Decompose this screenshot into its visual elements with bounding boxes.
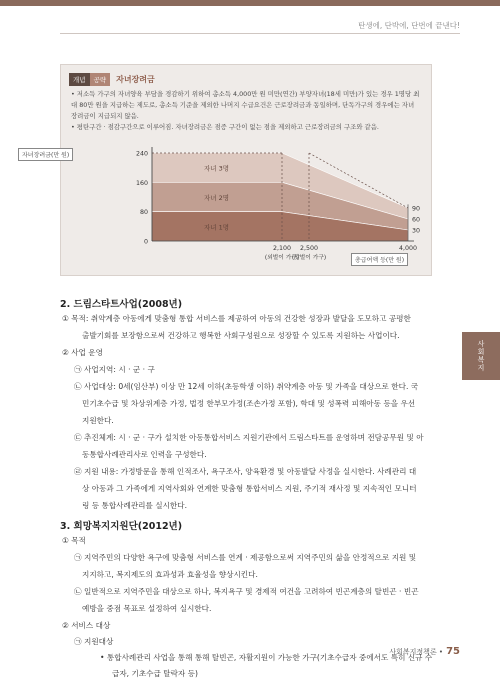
body-line: 링 등 통합사례관리를 실시한다. [82, 501, 188, 510]
body-line: 상 아동과 그 가족에게 지역사회와 연계한 맞춤형 통합서비스 지원, 주기적 재사정 및 지속적인 모니터 [82, 484, 417, 493]
body-line: 출발기회를 보장함으로써 건강하고 행복한 사회구성원으로 성장할 수 있도록 지원하는 사업이다. [82, 331, 400, 340]
body-line: 지원한다. [82, 416, 114, 425]
body-line: ㉡ 사업대상: 0세(임산부) 이상 만 12세 이하(초등학생 이하) 취약계층 아동 및 가족을 대상으로 한다. 국 [74, 382, 419, 391]
y-tick-label: 160 [135, 179, 148, 187]
y-tick-label: 240 [135, 150, 148, 158]
x-tick-label: 2,500 [299, 245, 319, 252]
x-tick-label: 4,000 [398, 245, 418, 252]
page-footer [389, 646, 460, 657]
x-tick-note: (맞벌이 가구) [291, 255, 327, 261]
body-line: ① 목적 [62, 536, 86, 545]
page-number: 75 [446, 646, 460, 657]
series-label: 자녀 2명 [204, 194, 230, 202]
footer-book-title: 사회복지정책론 • [389, 648, 444, 656]
concept-bullets [71, 89, 425, 133]
chart-svg [70, 140, 430, 270]
body-line: 지지하고, 복지제도의 효과성과 효율성을 향상시킨다. [82, 570, 258, 579]
concept-bullet-line: • 저소득 가구의 자녀양육 부담을 경감하기 위하여 총소득 4,000만 원 미만(연간) 부양자녀(18세 미만)가 있는 경우 1명당 최 [71, 90, 420, 98]
chart-x-axis-label: 총급여액 등(만 원) [351, 253, 408, 266]
section-2-title: 2. 드림스타트사업(2008년) [60, 299, 183, 310]
x-tick-label: 2,100 [272, 245, 292, 252]
y-tick-label: 0 [143, 238, 148, 246]
body-line: ㉠ 지역주민의 다양한 욕구에 맞춤형 서비스를 연계 · 제공함으로써 지역주민의 삶을 안정적으로 지원 및 [74, 553, 417, 562]
child-benefit-chart [70, 140, 430, 270]
concept-title: 자녀장려금 [116, 75, 155, 84]
y-tick-label-right: 90 [412, 205, 421, 213]
concept-bullet-line: • 평탄구간 · 점감구간으로 이루어짐. 자녀장려금은 점증 구간이 없는 점을 제외하고 근로장려금의 구조와 같음. [71, 123, 379, 131]
body-line: 예방을 중점 목표로 설정하여 실시한다. [82, 604, 212, 613]
body-line: ㉣ 지원 내용: 가정방문을 통해 인적조사, 욕구조사, 양육환경 및 아동발달 사정을 실시한다. 사례관리 대 [74, 467, 417, 476]
body-line: ① 목적: 취약계층 아동에게 맞춤형 통합 서비스를 제공하여 아동의 건강한 성장과 발달을 도모하고 공평한 [62, 314, 411, 323]
running-header: 탄생에, 단박에, 단번에 끝낸다! [358, 21, 460, 30]
y-tick-label-right: 30 [412, 227, 421, 235]
top-decor-bar [0, 0, 500, 6]
body-line: ㉠ 사업지역: 시 · 군 · 구 [74, 365, 155, 374]
body-line: ㉢ 추진체계: 시 · 군 · 구가 설치한 아동통합서비스 지원기관에서 드림스타트를 운영하며 전담공무원 및 아 [74, 433, 424, 442]
body-line: ② 사업 운영 [62, 348, 103, 357]
y-tick-label: 80 [139, 209, 148, 217]
body-line: 민기초수급 및 차상위계층 가정, 법정 한부모가정(조손가정 포함), 학대 및 성폭력 피해아동 등을 우선 [82, 399, 416, 408]
concept-box-header [69, 73, 155, 86]
chapter-side-tab: 사회복지 [462, 332, 500, 380]
body-line: 동통합사례관리사로 인력을 구성한다. [82, 450, 207, 459]
body-line: ㉠ 지원대상 [74, 637, 114, 646]
concept-bullet-line: 대 80만 원을 지급하는 제도로, 총소득 기준을 제외한 나머지 수급요건은 근로장려금과 동일하며, 단독가구의 경우에는 자녀 [71, 101, 415, 109]
series-label: 자녀 3명 [204, 164, 230, 173]
body-line: 급자, 기초수급 탈락자 등) [112, 669, 198, 678]
strategy-tag: 공략 [90, 73, 111, 86]
body-line: ② 서비스 대상 [62, 621, 111, 630]
series-label: 자녀 1명 [204, 223, 230, 232]
body-line: • 통합사례관리 사업을 통해 통해 탈빈곤, 자활지원이 가능한 가구(기초수급자 중에서도 특히 신규 수 [100, 653, 433, 662]
concept-tag: 개념 [69, 73, 90, 86]
x-tick-note: (외벌이 가구) [264, 255, 300, 261]
header-divider [60, 33, 460, 34]
y-tick-label-right: 60 [412, 216, 421, 224]
chart-y-axis-label: 자녀장려금(만 원) [18, 148, 73, 161]
section-3-title: 3. 희망복지지원단(2012년) [60, 521, 183, 532]
body-line: ㉡ 일반적으로 지역주민을 대상으로 하나, 복지욕구 및 경제적 여건을 고려하여 빈곤계층의 탈빈곤 · 빈곤 [74, 587, 419, 596]
concept-bullet-line: 장려금이 지급되지 않음. [71, 112, 139, 120]
